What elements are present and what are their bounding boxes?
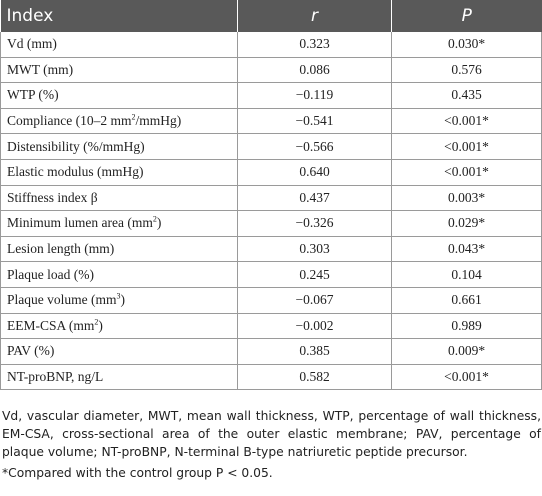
index-suffix: /mmHg) [135,113,182,129]
r-value-cell: −0.566 [238,134,392,160]
p-value-cell: 0.661 [392,287,542,313]
p-value-cell: <0.001* [392,108,542,134]
index-superscript: 2 [131,112,136,122]
table-row [1,236,542,262]
r-value-cell: 0.323 [238,32,392,57]
table-row [1,134,542,160]
p-value-cell: 0.030* [392,32,542,57]
p-value-cell: <0.001* [392,159,542,185]
index-label: MWT (mm) [7,61,74,77]
index-cell [1,287,238,313]
significance-footnote: *Compared with the control group P < 0.05. [2,466,273,480]
index-cell [1,83,238,109]
table-row [1,83,542,109]
r-value-cell: 0.086 [238,57,392,83]
p-value-cell: 0.029* [392,211,542,237]
index-cell [1,211,238,237]
table-row [1,287,542,313]
index-label: Compliance (10–2 mm [7,113,132,129]
index-label: Plaque load (%) [7,266,94,282]
p-value-cell: 0.989 [392,313,542,339]
table-row [1,32,542,57]
p-value-cell: 0.104 [392,262,542,288]
index-cell [1,185,238,211]
p-value-cell: 0.003* [392,185,542,211]
index-suffix: ) [98,317,103,333]
index-cell [1,262,238,288]
r-value-cell: −0.067 [238,287,392,313]
index-cell [1,32,238,57]
index-superscript: 2 [152,214,157,224]
table-row [1,211,542,237]
header-p: P [392,0,542,32]
r-value-cell: 0.582 [238,364,392,390]
index-label: Elastic modulus (mmHg) [7,164,144,180]
r-value-cell: 0.437 [238,185,392,211]
p-value-cell: 0.435 [392,83,542,109]
table-header-row [1,0,542,32]
index-cell [1,57,238,83]
index-cell [1,159,238,185]
r-value-cell: −0.326 [238,211,392,237]
p-value-cell: 0.576 [392,57,542,83]
index-label: Distensibility (%/mmHg) [7,138,145,154]
p-value-cell: 0.009* [392,339,542,365]
index-suffix: ) [120,292,125,308]
index-cell [1,339,238,365]
abbreviations-note: Vd, vascular diameter, MWT, mean wall thickness, WTP, percentage of wall thickness, EM-CSA, cross-sectional area of the outer elastic membrane; PAV, percentage of plaque volume; NT-proBNP, N-terminal B-type natriuretic peptide precursor. [2,409,541,459]
index-suffix: ) [156,215,162,231]
index-cell [1,364,238,390]
index-cell [1,313,238,339]
r-value-cell: 0.245 [238,262,392,288]
p-value-cell: <0.001* [392,134,542,160]
index-cell [1,236,238,262]
index-label: Stiffness index β [7,189,98,205]
header-index: Index [1,0,238,32]
index-label: Lesion length (mm) [7,241,115,257]
table-row [1,159,542,185]
table-row [1,108,542,134]
r-value-cell: 0.385 [238,339,392,365]
table-row [1,185,542,211]
index-cell [1,108,238,134]
p-value-cell: <0.001* [392,364,542,390]
index-superscript: 3 [116,291,121,301]
table-row [1,339,542,365]
table-row [1,313,542,339]
r-value-cell: 0.303 [238,236,392,262]
index-label: Minimum lumen area (mm [7,215,153,231]
index-label: Plaque volume (mm [7,292,117,308]
p-value-cell: 0.043* [392,236,542,262]
index-label: PAV (%) [7,343,55,359]
r-value-cell: 0.640 [238,159,392,185]
r-value-cell: −0.002 [238,313,392,339]
table-row [1,364,542,390]
index-label: WTP (%) [7,87,59,103]
index-label: EEM-CSA (mm [7,317,95,333]
r-value-cell: −0.119 [238,83,392,109]
index-superscript: 2 [94,317,99,327]
index-label: Vd (mm) [7,36,57,52]
table-row [1,57,542,83]
index-cell [1,134,238,160]
r-value-cell: −0.541 [238,108,392,134]
header-r: r [238,0,392,32]
index-label: NT-proBNP, ng/L [7,369,104,385]
table-row [1,262,542,288]
